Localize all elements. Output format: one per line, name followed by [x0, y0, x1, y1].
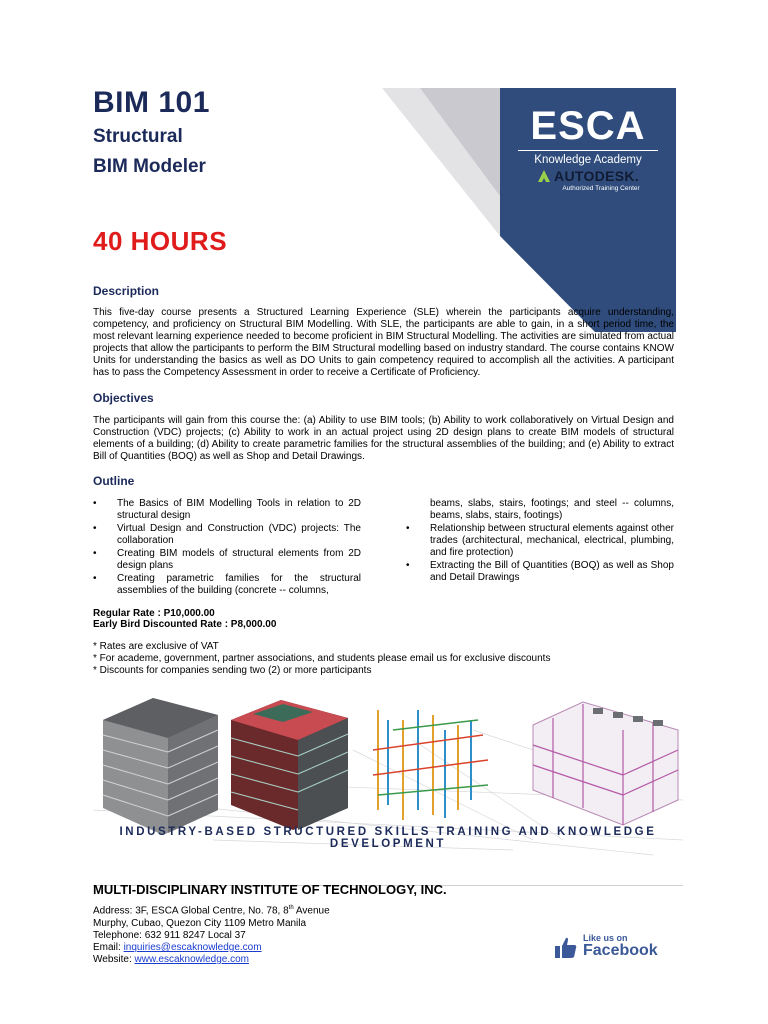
rate-note: * For academe, government, partner associations, and students please email us for exclusive discounts [93, 653, 551, 664]
bullet-icon: • [406, 560, 410, 571]
bullet-icon: • [93, 548, 97, 559]
bullet-icon: • [406, 523, 410, 534]
building-model-gray [103, 698, 218, 835]
logo-tagline: Knowledge Academy [534, 154, 642, 166]
bullet-icon: • [93, 523, 97, 534]
bullet-icon: • [93, 573, 97, 584]
building-model-structure [533, 702, 678, 825]
telephone: Telephone: 632 911 8247 Local 37 [93, 929, 246, 941]
website-line: Website: www.escaknowledge.com [93, 954, 249, 966]
regular-rate: Regular Rate : P10,000.00 [93, 608, 215, 619]
outline-item: • Creating BIM models of structural elements from 2D design plans [93, 548, 361, 571]
rate-note: * Rates are exclusive of VAT [93, 641, 219, 652]
autodesk-wordmark: AUTODESK. [554, 168, 639, 184]
logo-rule [518, 150, 658, 151]
contact-details [93, 902, 330, 966]
esca-logo [500, 104, 676, 193]
rate-notes [93, 641, 550, 677]
outline-item: • The Basics of BIM Modelling Tools in relation to 2D structural design [93, 498, 361, 521]
outline-heading: Outline [93, 474, 135, 488]
facebook-wordmark: Facebook [583, 942, 658, 959]
objectives-text: The participants will gain from this course the: (a) Ability to use BIM tools; (b) Ability to work collaboratively on Virtual Design and Construction (VDC) projects; (c) Ability to work in an actual project using 2D design plans to create BIM models of structural elements of a building; (d) Ability to create parametric families for the structural assemblies of the building; and (e) Ability to extract Bill of Quantities (BOQ) as well as Shop and Detail Drawings. [93, 415, 674, 463]
autodesk-mark-icon [537, 169, 551, 183]
email-link[interactable]: inquiries@escaknowledge.com [123, 941, 262, 953]
bullet-icon: • [93, 498, 97, 509]
description-text: This five-day course presents a Structured Learning Experience (SLE) wherein the participants acquire understanding, competency, and proficiency on Structural BIM Modelling. With SLE, the participants are able to gain, in a short period time, the most relevant learning experience needed to become proficient in BIM Structural Modelling. The activities are simulated from actual projects that allow the participants to perform the BIM Structural modelling based on industry standard. The course contains KNOW Units for understanding the basics as well as DO Units to gain competency required to accomplish all the activities. A participant has to pass the Competency Assessment in order to receive a Certificate of Proficiency. [93, 307, 674, 379]
banner-tagline: INDUSTRY-BASED STRUCTURED SKILLS TRAINING AND KNOWLEDGE DEVELOPMENT [119, 826, 657, 850]
outline-left-column [93, 498, 361, 598]
rates [93, 608, 276, 630]
objectives-heading: Objectives [93, 391, 154, 405]
email-line: Email: inquiries@escaknowledge.com [93, 941, 262, 953]
course-subtitle-line2: BIM Modeler [93, 156, 206, 177]
course-title: BIM 101 [93, 86, 210, 119]
facebook-like-badge[interactable] [553, 933, 663, 963]
outline-item: • Extracting the Bill of Quantities (BOQ) as well as Shop and Detail Drawings [406, 560, 674, 583]
address-line2: Murphy, Cubao, Quezon City 1109 Metro Manila [93, 917, 307, 929]
outline-right-column [406, 498, 674, 585]
address-line1: Address: 3F, ESCA Global Centre, No. 78, 8th Avenue [93, 905, 330, 917]
institute-name: MULTI-DISCIPLINARY INSTITUTE OF TECHNOLOGY, INC. [93, 882, 447, 897]
rate-note: * Discounts for companies sending two (2) or more participants [93, 665, 372, 676]
outline-item: • Relationship between structural elements against other trades (architectural, mechanical, electrical, plumbing, and fire protection) [406, 523, 674, 558]
outline-item: • Virtual Design and Construction (VDC) projects: The collaboration [93, 523, 361, 546]
esca-logo-text: ESCA [530, 104, 646, 148]
early-bird-rate: Early Bird Discounted Rate : P8,000.00 [93, 619, 277, 630]
website-link[interactable]: www.escaknowledge.com [134, 954, 249, 966]
course-hours: 40 HOURS [93, 226, 228, 256]
outline-item: • Creating parametric families for the structural assemblies of the building (concrete -- columns, [93, 573, 361, 596]
outline-item-continuation: beams, slabs, stairs, footings; and steel -- columns, beams, slabs, stairs, footings) [430, 498, 674, 521]
facebook-small-text: Like us on [583, 933, 628, 943]
autodesk-subtext: Authorized Training Center [562, 185, 640, 192]
description-heading: Description [93, 284, 160, 298]
thumbs-up-icon [553, 935, 579, 961]
building-model-mep [373, 710, 488, 820]
building-model-red [231, 700, 348, 830]
course-subtitle-line1: Structural [93, 126, 183, 147]
